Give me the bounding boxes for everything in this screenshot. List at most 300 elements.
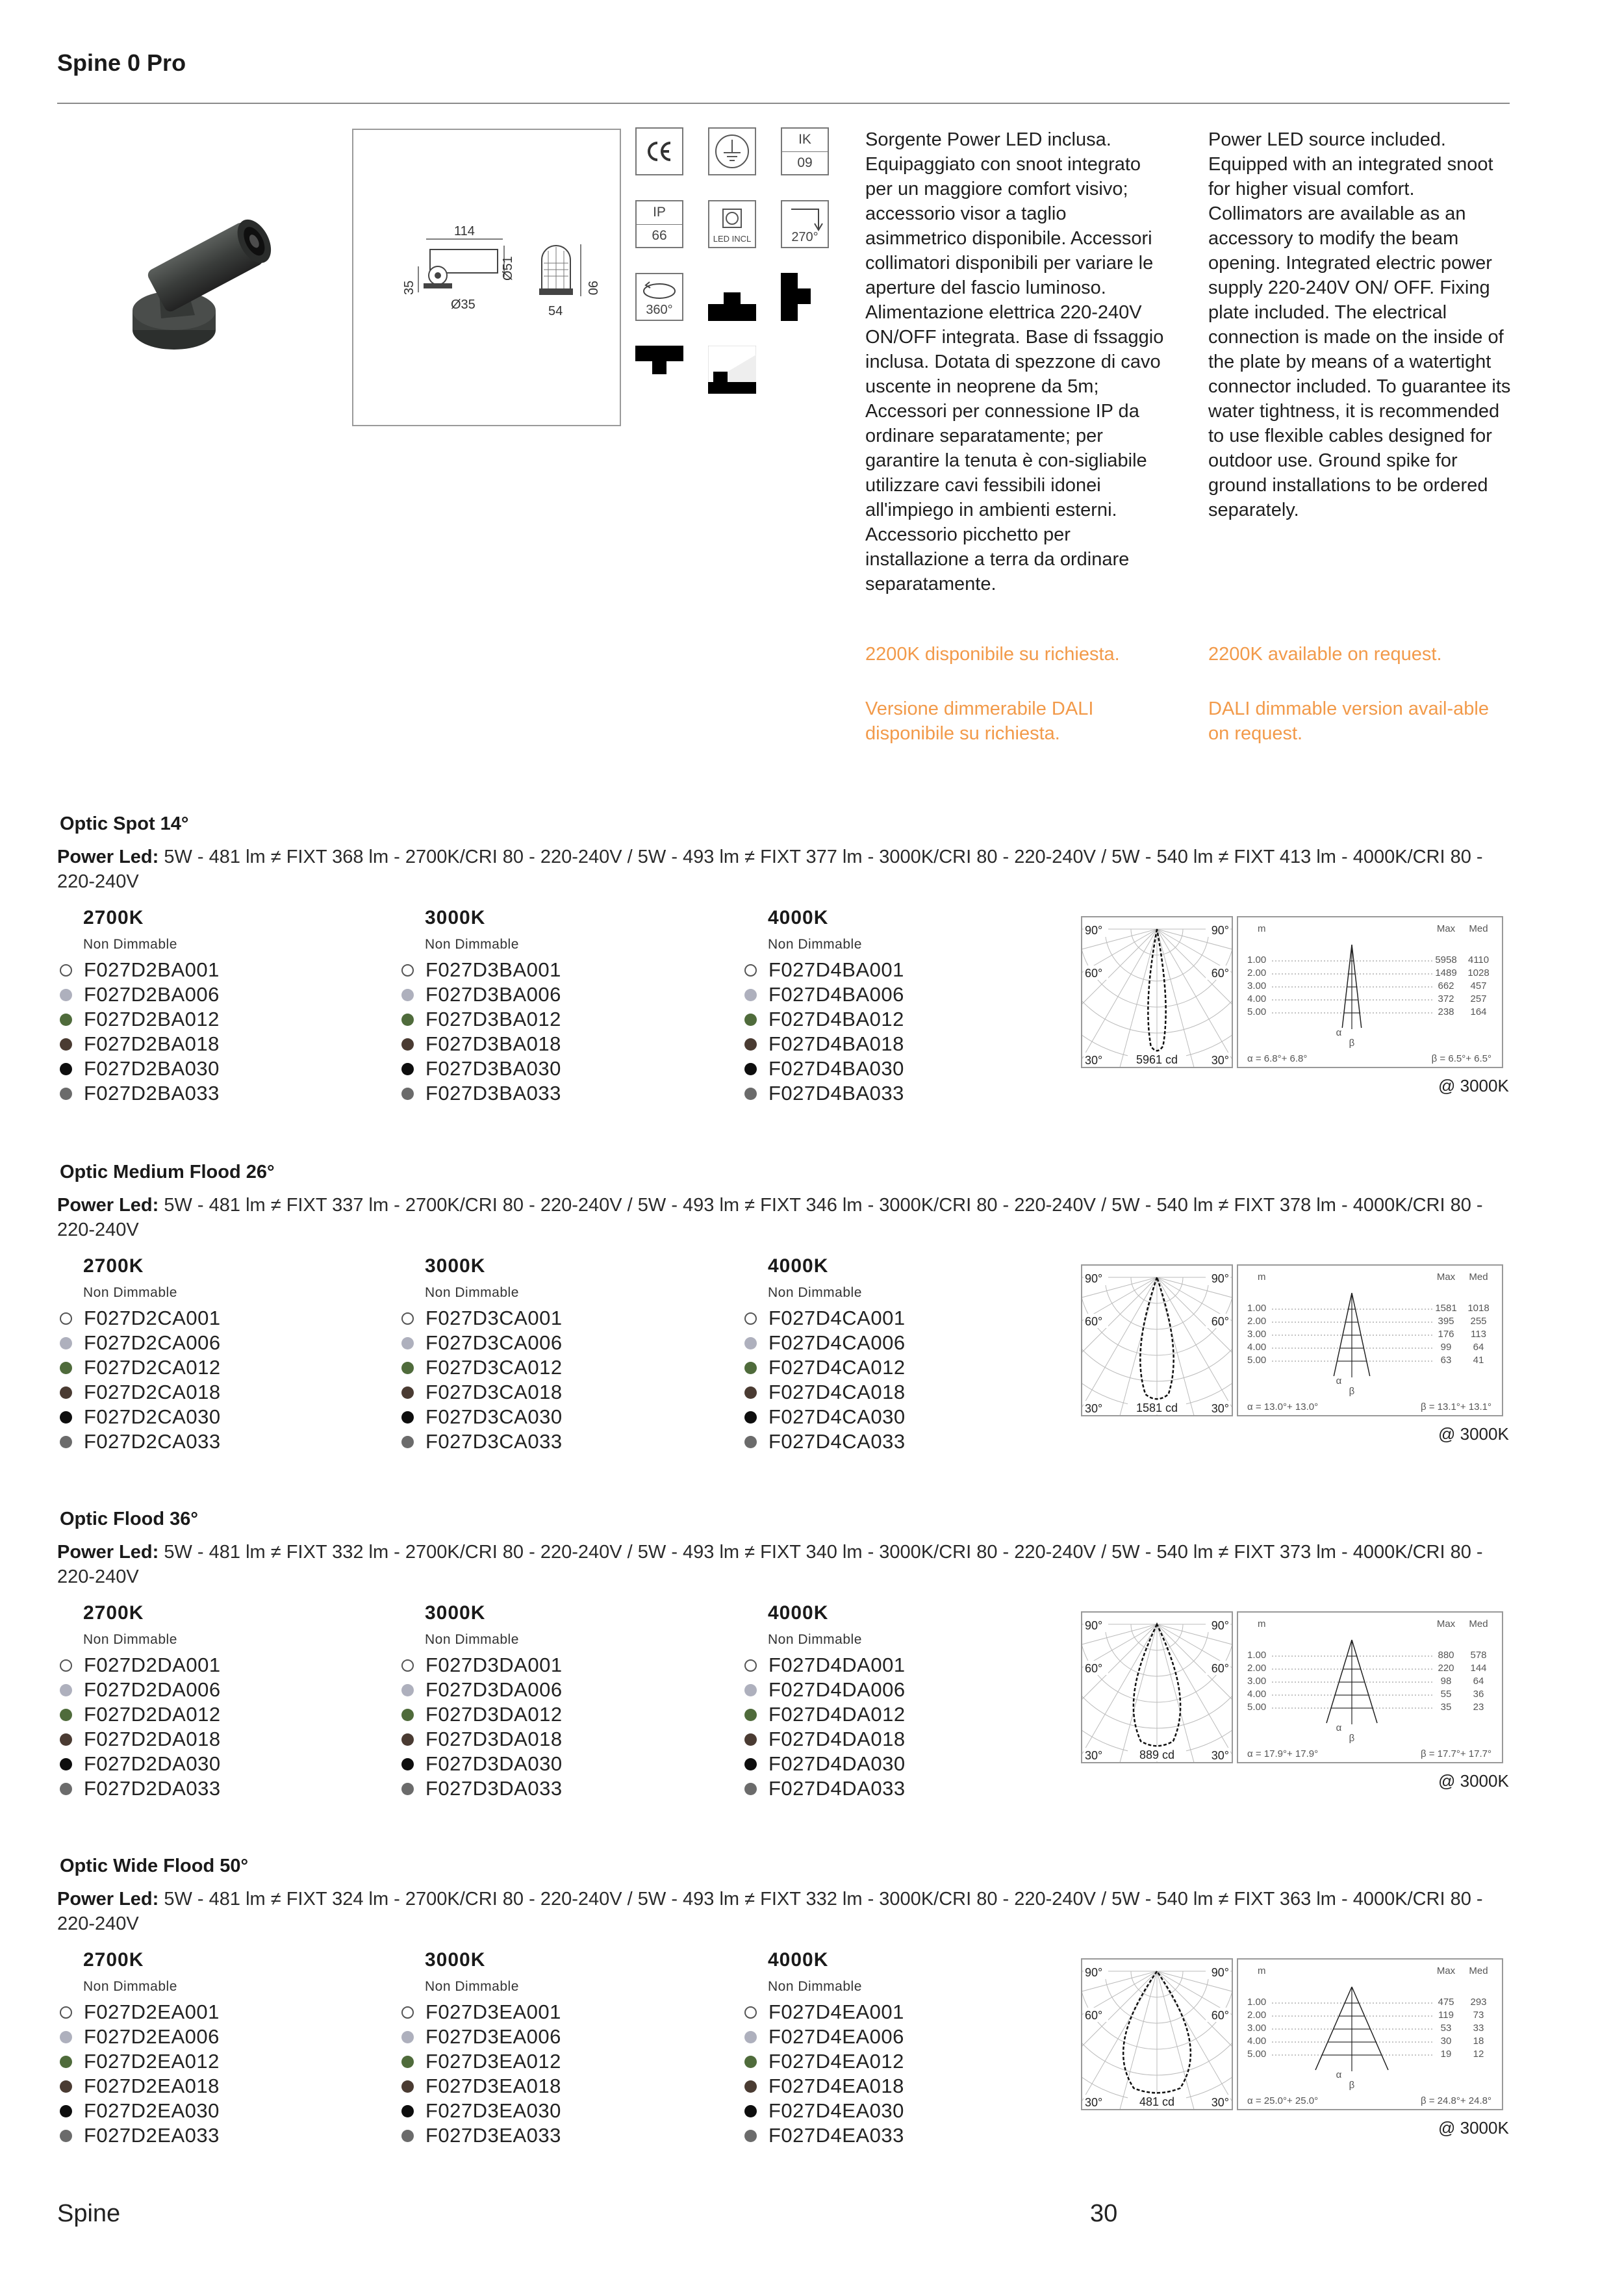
product-code-row[interactable] xyxy=(744,1776,906,1801)
distance-value: 3.00 xyxy=(1247,980,1267,991)
finish-color-dot xyxy=(744,1411,757,1424)
polar-angle-label: 60° xyxy=(1211,967,1229,980)
finish-color-dot xyxy=(60,2031,72,2043)
ik09-rating-icon xyxy=(781,127,829,175)
product-code-row[interactable] xyxy=(401,1331,563,1355)
product-code-row[interactable] xyxy=(744,1380,906,1405)
max-column-label: Max xyxy=(1436,1965,1456,1976)
product-code: F027D4BA001 xyxy=(768,958,904,981)
polar-grid-ray xyxy=(1157,1624,1232,1754)
product-code-row[interactable] xyxy=(401,1776,563,1801)
distance-value: 5.00 xyxy=(1247,1355,1267,1366)
product-code-row[interactable] xyxy=(744,2123,904,2148)
finish-color-dot xyxy=(60,2006,72,2019)
polar-angle-label: 30° xyxy=(1211,1749,1229,1762)
cct-header: 3000K xyxy=(425,1255,486,1277)
product-code: F027D4EA001 xyxy=(768,2000,904,2023)
distance-value: 2.00 xyxy=(1247,967,1267,978)
product-code-row[interactable] xyxy=(60,982,220,1007)
max-lux-value: 98 xyxy=(1440,1676,1452,1687)
polar-angle-label: 90° xyxy=(1211,924,1229,937)
distance-value: 4.00 xyxy=(1247,993,1267,1004)
med-lux-value: 257 xyxy=(1470,993,1487,1004)
product-code-row[interactable] xyxy=(401,1429,563,1454)
polar-grid-ray xyxy=(1082,1971,1157,2077)
polar-grid-ray xyxy=(1118,1624,1157,1762)
product-code-row[interactable] xyxy=(60,2025,220,2049)
med-lux-value: 64 xyxy=(1473,1676,1484,1687)
product-code-row[interactable] xyxy=(401,2074,561,2099)
med-column-label: Med xyxy=(1469,923,1488,934)
product-code-row[interactable] xyxy=(401,1702,563,1727)
product-code-row[interactable] xyxy=(60,2049,220,2074)
product-code: F027D2BA012 xyxy=(84,1008,220,1030)
finish-color-dot xyxy=(60,2130,72,2142)
product-code: F027D2DA001 xyxy=(84,1654,221,1676)
product-code: F027D2DA012 xyxy=(84,1703,221,1726)
dimming-label: Non Dimmable xyxy=(425,1632,519,1647)
ip-label: IP xyxy=(637,201,682,225)
alpha-angle: α = 25.0°+ 25.0° xyxy=(1247,2095,1319,2106)
finish-color-dot xyxy=(60,1659,72,1672)
product-code-row[interactable] xyxy=(60,1653,221,1678)
beta-symbol: β xyxy=(1349,2080,1355,2091)
dim-114: 114 xyxy=(454,224,475,238)
dimming-label: Non Dimmable xyxy=(768,1285,862,1300)
dim-d51: Ø51 xyxy=(501,256,515,281)
product-code-row[interactable] xyxy=(744,1331,906,1355)
product-code-row[interactable] xyxy=(401,2123,561,2148)
product-code-row[interactable] xyxy=(60,1405,221,1429)
product-code-row[interactable] xyxy=(744,2074,904,2099)
polar-grid-ray xyxy=(1157,1971,1232,2101)
reference-cct-note: @ 3000K xyxy=(1438,1771,1509,1791)
finish-color-dot xyxy=(401,1038,414,1051)
finish-color-dot xyxy=(744,2105,757,2117)
distance-value: 5.00 xyxy=(1247,1702,1267,1713)
polar-angle-label: 30° xyxy=(1211,2096,1229,2109)
distance-value: 3.00 xyxy=(1247,1676,1267,1687)
product-code-row[interactable] xyxy=(60,1380,221,1405)
max-lux-value: 35 xyxy=(1440,1702,1452,1713)
alpha-angle: α = 17.9°+ 17.9° xyxy=(1247,1748,1319,1759)
product-code: F027D2BA006 xyxy=(84,983,220,1006)
finish-color-dot xyxy=(744,2031,757,2043)
product-code-row[interactable] xyxy=(401,1678,563,1702)
product-code-row[interactable] xyxy=(744,1429,906,1454)
power-led-label: Power Led: xyxy=(57,847,159,867)
max-lux-value: 53 xyxy=(1440,2023,1452,2034)
finish-color-dot xyxy=(60,1063,72,1075)
polar-angle-label: 30° xyxy=(1211,1402,1229,1415)
power-led-spec xyxy=(57,1540,1512,1589)
polar-angle-label: 60° xyxy=(1211,1315,1229,1328)
product-code-row[interactable] xyxy=(401,2000,561,2025)
finish-color-dot xyxy=(744,1038,757,1051)
finish-color-dot xyxy=(60,1783,72,1795)
med-lux-value: 41 xyxy=(1473,1355,1484,1366)
polar-grid-ray xyxy=(1157,1971,1232,2077)
product-code-row[interactable] xyxy=(60,1081,220,1106)
product-code-row[interactable] xyxy=(401,1032,561,1056)
polar-grid-ray xyxy=(1157,1277,1196,1415)
max-lux-value: 30 xyxy=(1440,2036,1452,2047)
product-code: F027D3EA001 xyxy=(425,2000,561,2023)
product-code: F027D2CA018 xyxy=(84,1381,221,1403)
finish-color-dot xyxy=(60,964,72,977)
product-code-row[interactable] xyxy=(744,2000,904,2025)
product-code: F027D2CA006 xyxy=(84,1331,221,1354)
finish-color-dot xyxy=(60,1337,72,1349)
product-code: F027D3EA012 xyxy=(425,2050,561,2073)
finish-color-dot xyxy=(744,989,757,1001)
product-code-row[interactable] xyxy=(744,1727,906,1752)
reference-cct-note: @ 3000K xyxy=(1438,2118,1509,2138)
finish-color-dot xyxy=(744,1362,757,1374)
max-lux-value: 63 xyxy=(1440,1355,1452,1366)
product-code-row[interactable] xyxy=(744,1056,904,1081)
finish-color-dot xyxy=(744,2056,757,2068)
finish-color-dot xyxy=(401,1386,414,1399)
alpha-angle: α = 6.8°+ 6.8° xyxy=(1247,1053,1308,1064)
med-lux-value: 18 xyxy=(1473,2036,1484,2047)
product-code: F027D3EA018 xyxy=(425,2075,561,2097)
technical-drawing xyxy=(352,129,621,426)
product-code-row[interactable] xyxy=(60,1752,221,1776)
product-code-row[interactable] xyxy=(744,1405,906,1429)
polar-diagram xyxy=(1081,916,1233,1068)
product-code: F027D4DA030 xyxy=(768,1752,906,1775)
polar-grid-ray xyxy=(1157,1624,1232,1730)
finish-color-dot xyxy=(401,1088,414,1100)
dimming-label: Non Dimmable xyxy=(425,1979,519,1994)
polar-diagram xyxy=(1081,1958,1233,2110)
cct-header: 4000K xyxy=(768,907,829,928)
product-code: F027D2EA012 xyxy=(84,2050,220,2073)
dim-d35: Ø35 xyxy=(451,298,476,312)
finish-color-dot xyxy=(60,1758,72,1770)
finish-color-dot xyxy=(401,2080,414,2093)
product-code-row[interactable] xyxy=(401,958,561,982)
product-code-row[interactable] xyxy=(60,1056,220,1081)
finish-color-dot xyxy=(401,2105,414,2117)
product-code: F027D4CA001 xyxy=(768,1307,906,1329)
finish-color-dot xyxy=(744,2080,757,2093)
finish-color-dot xyxy=(60,1312,72,1325)
product-code: F027D4BA033 xyxy=(768,1082,904,1105)
dim-90: 90 xyxy=(585,281,600,296)
product-photo xyxy=(97,195,292,377)
product-code-row[interactable] xyxy=(60,1429,221,1454)
finish-color-dot xyxy=(401,989,414,1001)
power-led-spec xyxy=(57,1887,1512,1936)
max-lux-value: 19 xyxy=(1440,2049,1452,2060)
product-code: F027D4BA030 xyxy=(768,1057,904,1080)
description-english: Power LED source included. Equipped with an integrated snoot for higher visual comfort. Collimators are available as an accessory to modify the beam opening. Integrated electric power supply 220-240V ON/ OFF. Fixing plate included. The electrical connection is made on the inside of the plate by means of a watertight connector included. To guarantee its water tightness, it is recommended to use flexible cables designed for outdoor use. Ground spike for ground installations to be ordered separately. xyxy=(1208,129,1511,520)
finish-color-dot xyxy=(401,2006,414,2019)
finish-color-dot xyxy=(60,1386,72,1399)
product-code-row[interactable] xyxy=(744,1032,904,1056)
product-code-row[interactable] xyxy=(401,982,561,1007)
product-code-row[interactable] xyxy=(60,1032,220,1056)
product-code-row[interactable] xyxy=(60,1007,220,1032)
product-code: F027D3BA030 xyxy=(425,1057,561,1080)
polar-grid-ray xyxy=(1082,929,1157,1035)
product-code-row[interactable] xyxy=(744,982,904,1007)
product-code-row[interactable] xyxy=(401,2099,561,2123)
power-led-spec xyxy=(57,845,1512,894)
dimming-label: Non Dimmable xyxy=(768,1979,862,1994)
distance-unit-label: m xyxy=(1258,1271,1266,1283)
reference-cct-note: @ 3000K xyxy=(1438,1424,1509,1444)
distance-value: 4.00 xyxy=(1247,1342,1267,1353)
distance-value: 2.00 xyxy=(1247,1316,1267,1327)
alpha-angle: α = 13.0°+ 13.0° xyxy=(1247,1401,1319,1412)
note-dali-en: DALI dimmable version avail-able on request. xyxy=(1208,698,1489,744)
product-code: F027D3EA033 xyxy=(425,2124,561,2147)
finish-color-dot xyxy=(744,1014,757,1026)
product-code: F027D4CA033 xyxy=(768,1430,906,1453)
product-code-row[interactable] xyxy=(401,1405,563,1429)
finish-color-dot xyxy=(401,2031,414,2043)
med-lux-value: 255 xyxy=(1470,1316,1487,1327)
distance-value: 4.00 xyxy=(1247,2036,1267,2047)
med-lux-value: 1018 xyxy=(1467,1303,1490,1314)
product-code-row[interactable] xyxy=(60,2123,220,2148)
finish-color-dot xyxy=(401,1684,414,1696)
product-code-row[interactable] xyxy=(744,1007,904,1032)
cct-header: 2700K xyxy=(83,1949,144,1971)
product-code-row[interactable] xyxy=(744,1306,906,1331)
product-code-row[interactable] xyxy=(744,1653,906,1678)
ip66-rating-icon xyxy=(635,200,683,248)
peak-intensity: 481 cd xyxy=(1139,2095,1175,2108)
beta-symbol: β xyxy=(1349,1038,1355,1049)
finish-color-dot xyxy=(60,2056,72,2068)
polar-angle-label: 90° xyxy=(1085,1966,1103,1979)
product-code-row[interactable] xyxy=(401,2049,561,2074)
polar-diagram xyxy=(1081,1611,1233,1763)
reference-cct-note: @ 3000K xyxy=(1438,1076,1509,1095)
polar-grid-ray xyxy=(1157,1624,1196,1762)
product-code-row[interactable] xyxy=(60,1776,221,1801)
dimming-label: Non Dimmable xyxy=(425,1285,519,1300)
product-code-row[interactable] xyxy=(60,1355,221,1380)
footer-family: Spine xyxy=(57,2200,121,2227)
finish-color-dot xyxy=(401,1362,414,1374)
dimming-label: Non Dimmable xyxy=(83,937,177,952)
finish-color-dot xyxy=(744,964,757,977)
peak-intensity: 889 cd xyxy=(1139,1748,1175,1761)
tilt-270-label: 270° xyxy=(791,230,818,244)
polar-grid-ray xyxy=(1118,1971,1157,2109)
product-code-row[interactable] xyxy=(401,1355,563,1380)
polar-grid-ray xyxy=(1082,1971,1157,2101)
product-code-row[interactable] xyxy=(60,1331,221,1355)
finish-color-dot xyxy=(744,1709,757,1721)
product-code: F027D3BA018 xyxy=(425,1032,561,1055)
product-code: F027D3BA033 xyxy=(425,1082,561,1105)
finish-color-dot xyxy=(401,1733,414,1746)
product-code-row[interactable] xyxy=(401,1727,563,1752)
polar-angle-label: 60° xyxy=(1085,2009,1103,2022)
product-code-row[interactable] xyxy=(744,1081,904,1106)
finish-color-dot xyxy=(744,1783,757,1795)
header-divider xyxy=(57,103,1510,104)
med-lux-value: 23 xyxy=(1473,1702,1484,1713)
product-code-row[interactable] xyxy=(401,1056,561,1081)
polar-grid-ray xyxy=(1082,1277,1157,1383)
product-code-row[interactable] xyxy=(60,1702,221,1727)
product-code-row[interactable] xyxy=(744,1678,906,1702)
polar-angle-label: 90° xyxy=(1211,1272,1229,1285)
max-lux-value: 395 xyxy=(1438,1316,1454,1327)
product-code-row[interactable] xyxy=(60,2074,220,2099)
product-code: F027D4EA012 xyxy=(768,2050,904,2073)
product-code: F027D3BA012 xyxy=(425,1008,561,1030)
distance-value: 3.00 xyxy=(1247,1329,1267,1340)
beta-angle: β = 6.5°+ 6.5° xyxy=(1431,1053,1491,1064)
power-led-text: 5W - 481 lm ≠ FIXT 337 lm - 2700K/CRI 80 - 220-240V / 5W - 493 lm ≠ FIXT 346 lm - 3000K/CRI 80 - 220-240V / 5W - 540 lm ≠ FIXT 378 lm - 4000K/CRI 80 - 220-240V xyxy=(57,1195,1483,1240)
polar-grid-ray xyxy=(1157,929,1232,1058)
med-lux-value: 36 xyxy=(1473,1689,1484,1700)
product-code: F027D3DA012 xyxy=(425,1703,563,1726)
product-code-row[interactable] xyxy=(744,2049,904,2074)
product-code: F027D4DA018 xyxy=(768,1728,906,1750)
finish-color-dot xyxy=(401,1411,414,1424)
distance-value: 2.00 xyxy=(1247,2010,1267,2021)
finish-color-dot xyxy=(401,1709,414,1721)
ip-value: 66 xyxy=(652,227,667,243)
med-lux-value: 144 xyxy=(1470,1663,1487,1674)
product-code-row[interactable] xyxy=(401,1007,561,1032)
product-code-row[interactable] xyxy=(401,1306,563,1331)
med-column-label: Med xyxy=(1469,1618,1488,1629)
product-code-row[interactable] xyxy=(744,1752,906,1776)
finish-color-dot xyxy=(744,1436,757,1448)
finish-color-dot xyxy=(401,964,414,977)
finish-color-dot xyxy=(744,1088,757,1100)
dimming-label: Non Dimmable xyxy=(83,1285,177,1300)
product-code: F027D2DA018 xyxy=(84,1728,221,1750)
max-lux-value: 176 xyxy=(1438,1329,1454,1340)
product-code-row[interactable] xyxy=(401,2025,561,2049)
product-code: F027D2CA012 xyxy=(84,1356,221,1379)
polar-grid-ray xyxy=(1082,1624,1157,1754)
product-code-row[interactable] xyxy=(744,1702,906,1727)
polar-grid-ray xyxy=(1082,929,1157,1058)
product-code-row[interactable] xyxy=(60,1678,221,1702)
finish-color-dot xyxy=(60,1038,72,1051)
product-code-row[interactable] xyxy=(744,1355,906,1380)
product-code: F027D4CA018 xyxy=(768,1381,906,1403)
product-code: F027D4BA018 xyxy=(768,1032,904,1055)
led-included-icon xyxy=(708,200,756,248)
med-lux-value: 4110 xyxy=(1467,954,1490,965)
beta-angle: β = 17.7°+ 17.7° xyxy=(1420,1748,1491,1759)
description-italian: Sorgente Power LED inclusa. Equipaggiato con snoot integrato per un maggiore comfort visivo; accessorio visor a taglio asimmetrico disponibile. Accessori collimatori disponibili per variare le aperture del fascio luminoso. Alimentazione elettrica 220-240V ON/OFF integrata. Base di fssaggio inclusa. Dotata di spezzone di cavo uscente in neoprene da 5m; Accessori per connessione IP da ordinare separatamente; per garantire la tenuta è con-sigliabile utilizzare cavi fessibili idonei all'impiego in ambienti esterni. Accessorio picchetto per installazione a terra da ordinare separatamente. xyxy=(865,129,1164,594)
product-code: F027D2BA018 xyxy=(84,1032,220,1055)
distance-unit-label: m xyxy=(1258,1618,1266,1629)
illuminance-cone xyxy=(1237,916,1503,1068)
max-lux-value: 55 xyxy=(1440,1689,1452,1700)
product-code: F027D4CA006 xyxy=(768,1331,906,1354)
product-code-row[interactable] xyxy=(401,1653,563,1678)
finish-color-dot xyxy=(744,1733,757,1746)
dimming-label: Non Dimmable xyxy=(83,1979,177,1994)
finish-color-dot xyxy=(744,1312,757,1325)
polar-grid-ray xyxy=(1082,1624,1157,1730)
max-lux-value: 1581 xyxy=(1435,1303,1457,1314)
product-code-row[interactable] xyxy=(60,1727,221,1752)
cct-header: 2700K xyxy=(83,907,144,928)
polar-angle-label: 60° xyxy=(1085,1662,1103,1675)
max-lux-value: 99 xyxy=(1440,1342,1452,1353)
product-code: F027D3DA006 xyxy=(425,1678,563,1701)
product-code: F027D4CA012 xyxy=(768,1356,906,1379)
power-led-text: 5W - 481 lm ≠ FIXT 368 lm - 2700K/CRI 80 - 220-240V / 5W - 493 lm ≠ FIXT 377 lm - 3000K/CRI 80 - 220-240V / 5W - 540 lm ≠ FIXT 413 lm - 4000K/CRI 80 - 220-240V xyxy=(57,847,1483,892)
product-code-row[interactable] xyxy=(744,958,904,982)
dimming-label: Non Dimmable xyxy=(83,1632,177,1647)
product-code: F027D3DA033 xyxy=(425,1777,563,1800)
max-lux-value: 119 xyxy=(1438,2010,1454,2021)
product-code: F027D4EA030 xyxy=(768,2099,904,2122)
med-lux-value: 578 xyxy=(1470,1650,1487,1661)
product-code: F027D3CA033 xyxy=(425,1430,563,1453)
polar-angle-label: 60° xyxy=(1085,1315,1103,1328)
product-code-row[interactable] xyxy=(60,958,220,982)
product-code: F027D4EA033 xyxy=(768,2124,904,2147)
product-code-row[interactable] xyxy=(744,2099,904,2123)
polar-angle-label: 90° xyxy=(1085,924,1103,937)
product-code-row[interactable] xyxy=(60,2000,220,2025)
ce-mark-icon xyxy=(635,127,683,175)
distance-value: 4.00 xyxy=(1247,1689,1267,1700)
distance-unit-label: m xyxy=(1258,923,1266,934)
product-code: F027D2EA018 xyxy=(84,2075,220,2097)
finish-color-dot xyxy=(60,989,72,1001)
peak-intensity: 1581 cd xyxy=(1136,1401,1178,1414)
polar-angle-label: 30° xyxy=(1085,2096,1103,2109)
product-code: F027D4EA018 xyxy=(768,2075,904,2097)
product-code-row[interactable] xyxy=(401,1752,563,1776)
dimming-label: Non Dimmable xyxy=(425,937,519,952)
polar-grid-ray xyxy=(1157,1277,1232,1407)
product-code: F027D4BA012 xyxy=(768,1008,904,1030)
polar-angle-label: 30° xyxy=(1211,1054,1229,1067)
product-code-row[interactable] xyxy=(401,1081,561,1106)
product-code-row[interactable] xyxy=(744,2025,904,2049)
page-title: Spine 0 Pro xyxy=(57,49,186,76)
polar-angle-label: 90° xyxy=(1211,1619,1229,1632)
polar-grid-ray xyxy=(1118,929,1157,1067)
section-title: Optic Flood 36° xyxy=(60,1509,198,1529)
product-code: F027D4DA001 xyxy=(768,1654,906,1676)
cct-header: 4000K xyxy=(768,1949,829,1971)
finish-color-dot xyxy=(744,1659,757,1672)
illuminance-cone xyxy=(1237,1264,1503,1416)
product-code-row[interactable] xyxy=(401,1380,563,1405)
product-code-row[interactable] xyxy=(60,2099,220,2123)
distance-value: 1.00 xyxy=(1247,1303,1267,1314)
illuminance-cone xyxy=(1237,1958,1503,2110)
alpha-symbol: α xyxy=(1336,2069,1342,2080)
max-column-label: Max xyxy=(1436,1618,1456,1629)
distance-value: 5.00 xyxy=(1247,1006,1267,1017)
finish-color-dot xyxy=(60,1733,72,1746)
product-code: F027D2DA033 xyxy=(84,1777,221,1800)
product-code-row[interactable] xyxy=(60,1306,221,1331)
